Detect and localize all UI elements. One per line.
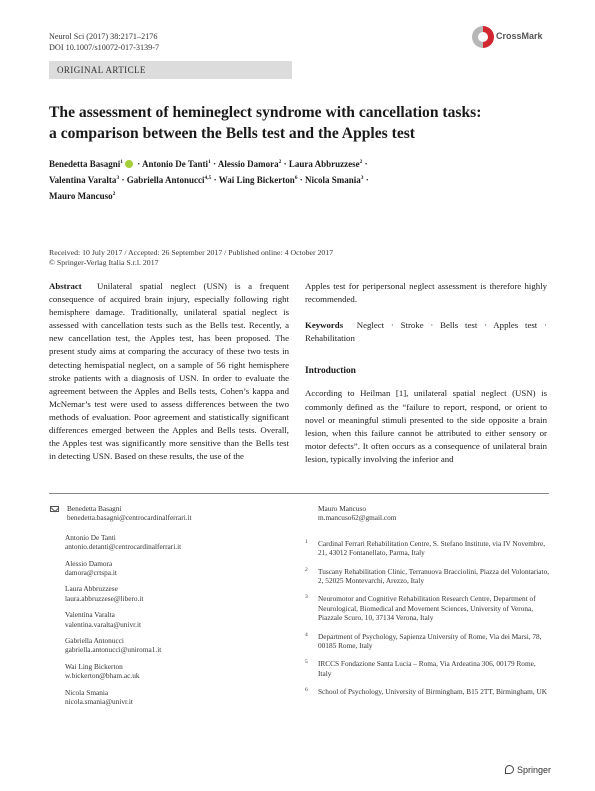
author[interactable]: Antonio De Tanti$^1$ [142,159,211,169]
contact-email[interactable]: nicola.smania@univr.it [65,697,133,707]
affiliation: 2 Tuscany Rehabilitation Clinic, Terranuova Bracciolini, Piazza del Volontariato, 2, 52025 Montevarchi, Arezzo, Italy [305,566,550,586]
journal-citation [49,31,159,53]
author[interactable]: Laura Abbruzzese$^2$ [288,159,363,169]
contact-entry [49,584,299,603]
orcid-icon[interactable] [125,160,133,168]
affiliation-list [305,504,550,706]
contact-name: Laura Abbruzzese [65,584,118,594]
section-heading: Introduction [305,366,356,377]
title-line: a comparison between the Bells test and the Apples test [49,125,416,142]
contact-name: Alessio Damora [65,558,113,568]
title-line: The assessment of hemineglect syndrome with cancellation tasks: [49,104,482,121]
crossmark-badge[interactable] [472,26,552,52]
article-title [49,102,549,144]
author[interactable]: Wai Ling Bickerton$^6$ [218,175,298,185]
corresponding-author [49,504,299,523]
article-type-banner: ORIGINAL ARTICLE [49,61,292,79]
affiliation: 1 Cardinal Ferrari Rehabilitation Centre, S. Stefano Institute, via IV Novembre, 21, 43012 Fontanellato, Parma, Italy [305,538,546,558]
contact-entry [49,662,299,681]
affiliation: 5 IRCCS Fondazione Santa Lucia – Roma, Via Ardeatina 306, 00179 Rome, Italy [305,659,536,678]
contact-entry [49,559,299,578]
abstract-column [49,280,289,463]
contact-email[interactable]: benedetta.basagni@centrocardinalferrari.it [67,513,192,523]
abstract-continued: Apples test for peripersonal neglect assessment is therefore highly recommended. [305,281,547,305]
publisher-logo [505,765,551,775]
author[interactable]: Valentina Varalta$^3$ [49,175,120,185]
author[interactable]: Alessio Damora$^2$ [217,159,282,169]
abstract-label: Abstract [49,281,82,291]
contact-name: Benedetta Basagni [67,504,122,513]
author[interactable]: Nicola Smania$^3$ [304,175,364,185]
contact-entry [49,533,299,552]
contact-name: Valentina Varalta [65,610,115,620]
journal-volume: Neurol Sci (2017) 38:2171–2176 [49,32,158,41]
contact-email[interactable]: valentina.varalta@univr.it [65,619,142,629]
contact-list [49,504,299,714]
abstract-text: Unilateral spatial neglect (USN) is a frequent consequence of acquired brain injury, especially following right hemisphere damage. Traditionally, unilateral spatial neglect is assessed with cancellation tests such as the Bells test. Recently, a new cancellation test, the Apples test, has been proposed. The present study aims at comparing the accuracy of these two tests in detecting hemispatial neglect, on a sample of 56 right hemisphere stroke patients with a diagnosis of USN. In order to evaluate the agreement between the Apples and Bells tests, Cohen’s kappa and McNemar’s test were used to assess differences between the two methods of evaluation. Poor agreement and statistically significant differences emerged between the Apples and Bells tests. Overall, the Apples test was significantly more sensitive than the Bells test in detecting USN. Based on these results, the use of the [49,281,289,462]
copyright: © Springer-Verlag Italia S.r.l. 2017 [49,258,159,267]
contact-email[interactable]: m.mancuso62@gmail.com [318,513,397,523]
publisher-name: Springer [517,765,552,775]
footnote-divider [49,493,549,494]
springer-horse-icon [505,765,514,774]
history-dates: Received: 10 July 2017 / Accepted: 26 September 2017 / Published online: 4 October 2017 [49,248,334,257]
crossmark-icon [472,26,494,48]
contact-name: Gabriella Antonucci [65,636,124,646]
contact-email[interactable]: gabriella.antonucci@uniroma1.it [65,645,162,655]
contact-name: Wai Ling Bickerton [65,661,123,671]
keywords [305,319,547,345]
right-column [305,280,547,466]
affiliation: 6 School of Psychology, University of Birmingham, B15 2TT, Birmingham, UK [305,687,548,697]
publication-dates [49,248,333,268]
contact-name: Nicola Smania [65,687,109,697]
keywords-label: Keywords [305,320,344,331]
author-list: Benedetta Basagni$^1$ · Antonio De Tanti$^1$ · Alessio Damora$^2$ · Laura Abbruzzese$^2$ · Valentina Varalta$^3$ · Gabriella Antonucci$^{4,5}$ · Wai Ling Bickerton$^6$ · Nicola Smania$^3$ · Mauro Mancuso$^2$ [49,159,369,201]
author[interactable]: Benedetta Basagni$^1$ [49,159,124,169]
doi[interactable]: DOI 10.1007/s10072-017-3139-7 [49,43,160,52]
author[interactable]: Gabriella Antonucci$^{4,5}$ [126,175,212,185]
contact-name: Antonio De Tanti [65,532,116,542]
contact-entry [305,504,550,523]
author[interactable]: Mauro Mancuso$^2$ [49,191,116,201]
contact-email[interactable]: damora@crtspa.it [65,568,117,578]
contact-email[interactable]: antonio.detanti@centrocardinalferrari.it [65,542,182,552]
affiliation: 3 Neuromotor and Cognitive Rehabilitation Research Centre, Department of Neurological, Biomedical and Movement Sciences, University of Verona, Piazzale Scuro, 10, 37134 Verona, Italy [305,594,536,623]
affiliation: 4 Department of Psychology, Sapienza University of Rome, Via dei Marsi, 78, 00185 Rome, Italy [305,631,542,651]
contact-name: Mauro Mancuso [318,504,367,513]
contact-email[interactable]: w.bickerton@bham.ac.uk [65,671,140,681]
contact-entry [49,610,299,629]
introduction-text: According to Heilman [1], unilateral spatial neglect (USN) is commonly defined as the “failure to report, respond, or orient to novel or meaningful stimuli presented to the side opposite a brain lesion, when this failure cannot be attributed to either sensory or motor defects”. It often occurs as a consequence of unilateral brain lesion, typically involving the inferior and [305,388,547,464]
contact-entry [49,636,299,655]
contact-email[interactable]: laura.abbruzzese@libero.it [65,593,144,603]
contact-entry [49,688,299,707]
keywords-text: Neglect · Stroke · Bells test · Apples test · Rehabilitation [305,320,547,344]
envelope-icon [50,506,59,512]
crossmark-label: CrossMark [496,31,543,41]
